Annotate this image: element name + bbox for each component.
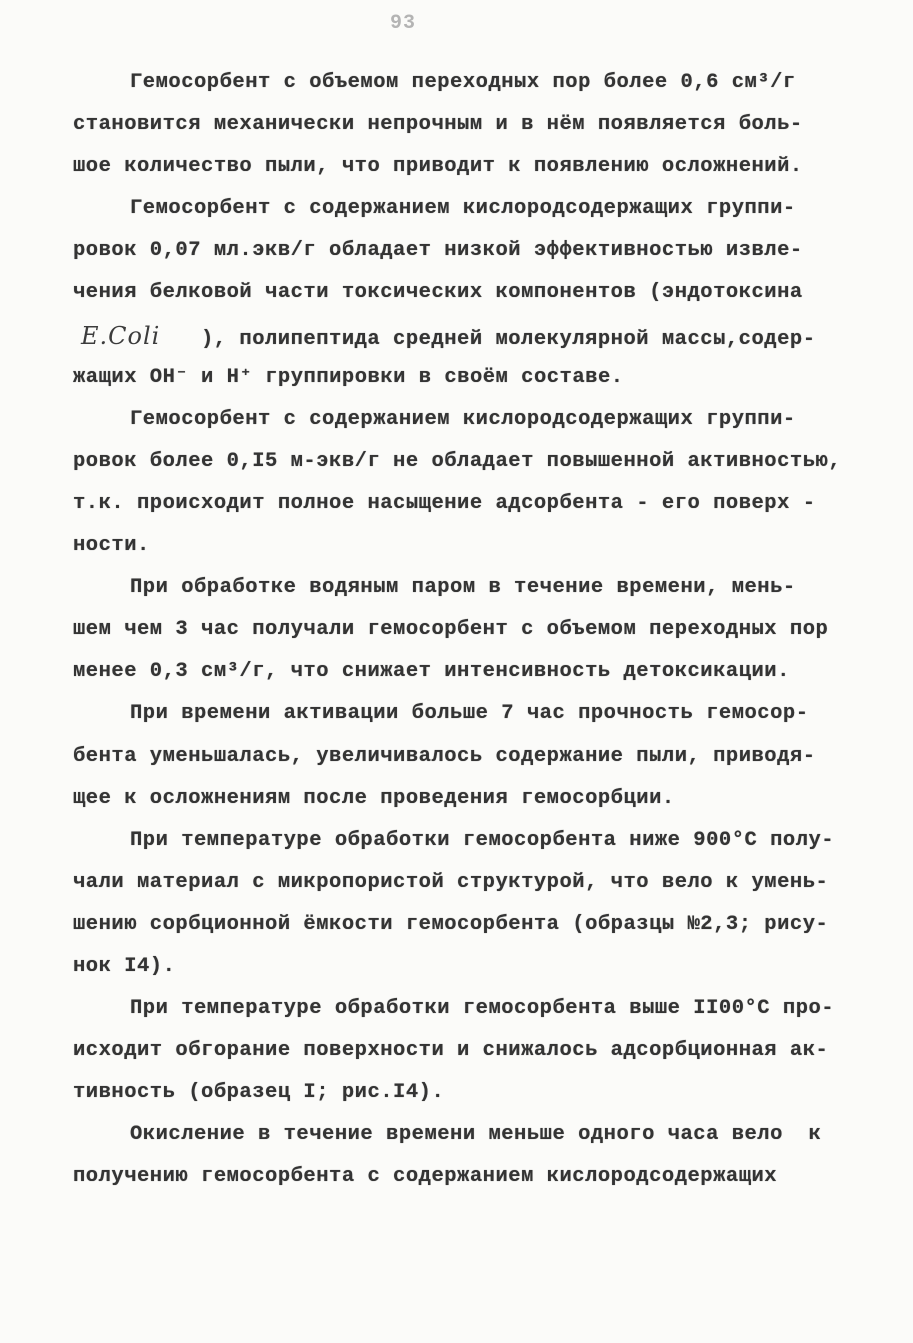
text-line: ровок более 0,I5 м-экв/г не обладает повышенной активностью, bbox=[73, 449, 842, 473]
text-line: При температуре обработки гемосорбента ниже 900°С полу- bbox=[130, 828, 835, 852]
text-line: тивность (образец I; рис.I4). bbox=[73, 1081, 445, 1105]
paragraph bbox=[0, 188, 913, 398]
text-line: получению гемосорбента с содержанием кислородсодержащих bbox=[73, 1165, 778, 1189]
page-number: 93 bbox=[390, 12, 417, 35]
text-line: ности. bbox=[73, 534, 150, 558]
text-line: Гемосорбент с содержанием кислородсодержащих группи- bbox=[130, 197, 796, 221]
text-line: Окисление в течение времени меньше одного часа вело к bbox=[130, 1123, 822, 1147]
text-line: т.к. происходит полное насыщение адсорбента - его поверх - bbox=[73, 491, 816, 515]
text-line: При обработке водяным паром в течение времени, мень- bbox=[130, 576, 796, 600]
paragraph bbox=[0, 62, 913, 188]
text-line: шое количество пыли, что приводит к появлению осложнений. bbox=[73, 155, 803, 179]
text-line: шению сорбционной ёмкости гемосорбента (образцы №2,3; рису- bbox=[73, 912, 829, 936]
paragraph bbox=[0, 567, 913, 693]
handwritten-annotation: E.Coli bbox=[81, 321, 161, 350]
text-line: жащих OH⁻ и H⁺ группировки в своём составе. bbox=[73, 365, 624, 389]
text-line: ровок 0,07 мл.экв/г обладает низкой эффективностью извле- bbox=[73, 239, 803, 263]
text-line: чения белковой части токсических компонентов (эндотоксина bbox=[73, 281, 803, 305]
text-line: При времени активации больше 7 час прочность гемосор- bbox=[130, 702, 809, 726]
document-body bbox=[0, 62, 913, 1199]
typed-text: ), полипептида средней молекулярной массы,содер- bbox=[201, 327, 816, 351]
paragraph bbox=[0, 1114, 913, 1198]
text-line: шем чем 3 час получали гемосорбент с объемом переходных пор bbox=[73, 618, 829, 642]
text-line: чали материал с микропористой структурой, что вело к умень- bbox=[73, 870, 829, 894]
text-line: Гемосорбент с содержанием кислородсодержащих группи- bbox=[130, 407, 796, 431]
paragraph bbox=[0, 693, 913, 819]
text-line-with-handwriting bbox=[0, 315, 913, 357]
text-line: бента уменьшалась, увеличивалось содержание пыли, приводя- bbox=[73, 744, 816, 768]
text-line: нок I4). bbox=[73, 954, 176, 978]
text-line: Гемосорбент с объемом переходных пор более 0,6 см³/г bbox=[130, 71, 796, 94]
text-line: становится механически непрочным и в нём появляется боль- bbox=[73, 113, 803, 137]
text-line: исходит обгорание поверхности и снижалось адсорбционная ак- bbox=[73, 1039, 829, 1063]
paragraph bbox=[0, 988, 913, 1114]
text-line: щее к осложнениям после проведения гемосорбции. bbox=[73, 786, 675, 810]
text-line: менее 0,3 см³/г, что снижает интенсивность детоксикации. bbox=[73, 660, 790, 684]
paragraph bbox=[0, 820, 913, 988]
text-line: При температуре обработки гемосорбента выше II00°С про- bbox=[130, 997, 835, 1021]
paragraph bbox=[0, 399, 913, 567]
